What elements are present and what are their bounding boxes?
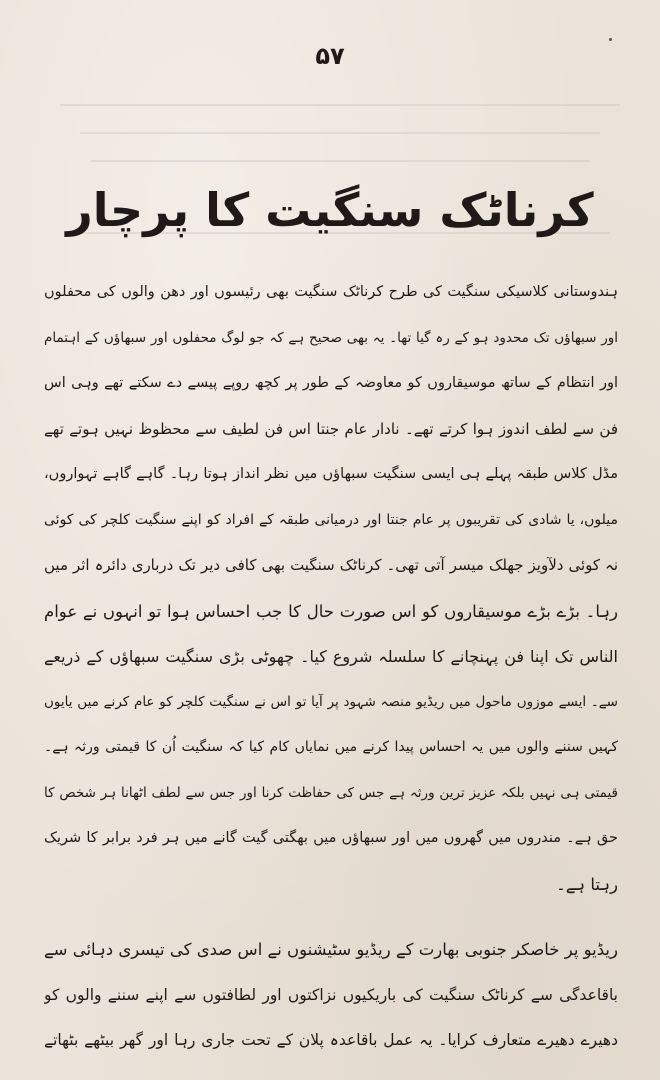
text-line: اور سبھاؤں تک محدود ہو کے رہ گیا تھا۔ یہ بھی صحیح ہے کہ جو لوگ محفلوں اور سبھاؤں کے اہتمام [44, 329, 618, 346]
text-line: نہ کوئی دلآویز جھلک میسر آتی تھی۔ کرناٹک سنگیت بھی کافی دیر تک درباری دائرہ اثر میں [44, 556, 618, 574]
page-number: ۵۷ [315, 42, 345, 70]
bleed-through-mark [80, 132, 600, 134]
text-line: ہندوستانی کلاسیکی سنگیت کی طرح کرناٹک سنگیت بھی رئیسوں اور دھن والوں کی محفلوں [44, 284, 618, 300]
body-text [44, 270, 618, 1064]
text-line: رہا۔ بڑے بڑے موسیقاروں کو اس صورت حال کا جب احساس ہوا تو انہوں نے عوام [44, 601, 618, 621]
text-line: میلوں، یا شادی کی تقریبوں پر عام جنتا اور درمیانی طبقہ کے افراد کو اپنے سنگیت کلچر کی کوئی [44, 511, 618, 528]
text-line: باقاعدگی سے کرناٹک سنگیت کی باریکیوں نزاکتوں اور لطافتوں سے اپنے سننے والوں کو [44, 985, 618, 1004]
chapter-title: کرناٹک سنگیت کا پرچار [66, 183, 594, 237]
ink-speck [609, 38, 612, 41]
text-line: رہتا ہے۔ [556, 874, 618, 894]
text-line: الناس تک اپنا فن پہنچانے کا سلسلہ شروع کیا۔ چھوٹی بڑی سنگیت سبھاؤں کے ذریعے [44, 647, 618, 666]
text-line: اور انتظام کے ساتھ موسیقاروں کو معاوضہ کے طور پر کچھ روپے پیسے دے سکتے تھے وہی اس [44, 375, 618, 391]
text-line: کہیں سننے والوں میں یہ احساس پیدا کرنے میں نمایاں کام کیا کہ سنگیت اُن کا قیمتی ورثہ ہے۔ [44, 739, 618, 755]
text-line: فن سے لطف اندوز ہوا کرتے تھے۔ نادار عام جنتا اس فن لطیف سے محظوظ نہیں ہوتے تھے [44, 419, 618, 438]
text-line: قیمتی ہی نہیں بلکہ عزیز ترین ورثہ ہے جس کی حفاظت کرنا اور جس سے لطف اٹھانا ہر شخص کا [44, 784, 618, 801]
text-line: حق ہے۔ مندروں میں گھروں میں اور سبھاؤں میں بھگتی گیت گانے میں ہر فرد برابر کا شریک [44, 830, 618, 846]
text-line: سے۔ ایسے موزوں ماحول میں ریڈیو منصہ شہود پر آیا تو اس نے سنگیت کلچر کو عام کرنے میں یایوں [44, 693, 618, 710]
text-line: ریڈیو پر خاصکر جنوبی بھارت کے ریڈیو سٹیشنوں نے اس صدی کی تیسری دہائی سے [44, 940, 618, 959]
bleed-through-mark [60, 104, 620, 106]
text-line: مڈل کلاس طبقہ پہلے ہی ایسی سنگیت سبھاؤں میں نظر انداز ہوتا رہا۔ گاہے گاہے تہواروں، [44, 466, 618, 482]
text-line: دھیرے دھیرے متعارف کرایا۔ یہ عمل باقاعدہ پلان کے تحت جاری رہا اور گھر بیٹھے بٹھاتے [44, 1031, 618, 1049]
bleed-through-mark [90, 160, 590, 162]
